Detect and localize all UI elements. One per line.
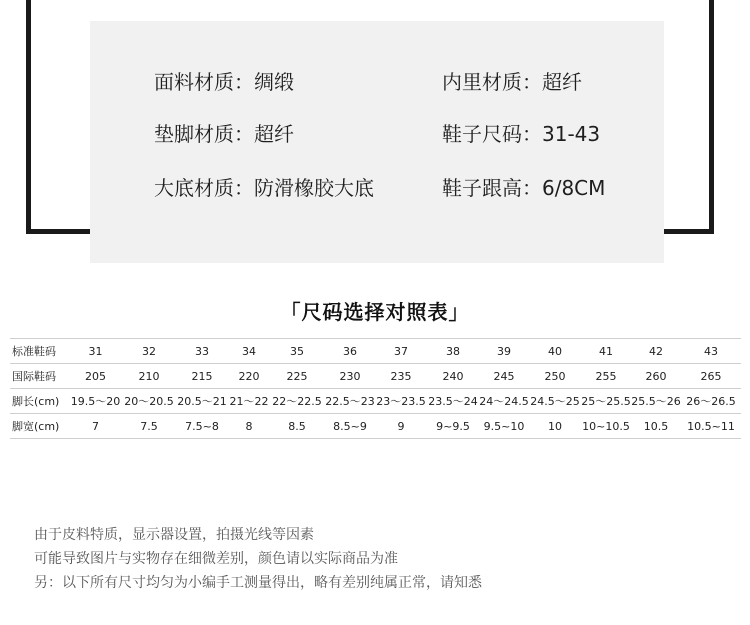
size-chart-row [10,414,741,439]
size-chart-cell: 24～24.5 [479,389,529,414]
size-chart-cell: 240 [427,364,479,389]
size-chart-cell: 205 [68,364,123,389]
size-chart-cell: 8.5~9 [325,414,375,439]
size-chart-table [10,338,741,439]
spec-heel-height: 鞋子跟高：6/8CM [442,176,606,200]
size-chart-cell: 34 [229,339,269,364]
size-chart-cell: 9.5~10 [479,414,529,439]
size-chart-cell: 7 [68,414,123,439]
size-chart-row-label: 标准鞋码 [10,339,68,364]
size-chart-cell: 8 [229,414,269,439]
size-chart-cell: 255 [581,364,631,389]
size-chart-cell: 21～22 [229,389,269,414]
spec-outsole: 大底材质：防滑橡胶大底 [154,176,374,200]
spec-insole: 垫脚材质：超纤 [154,122,294,146]
size-chart-cell: 37 [375,339,427,364]
size-chart-cell: 250 [529,364,581,389]
size-chart-title: 「尺码选择对照表」 [280,300,470,324]
size-chart-cell: 36 [325,339,375,364]
size-chart-cell: 39 [479,339,529,364]
size-chart-cell: 10.5 [631,414,681,439]
spec-size-range: 鞋子尺码：31-43 [442,122,601,146]
size-chart-cell: 10 [529,414,581,439]
size-chart-cell: 42 [631,339,681,364]
size-chart-cell: 210 [123,364,175,389]
size-chart-cell: 265 [681,364,741,389]
size-chart-cell: 260 [631,364,681,389]
size-chart-cell: 22～22.5 [269,389,325,414]
size-chart-row-label: 脚宽(cm) [10,414,68,439]
size-chart-cell: 35 [269,339,325,364]
size-chart-cell: 9~9.5 [427,414,479,439]
size-chart-row [10,364,741,389]
size-chart-row-label: 国际鞋码 [10,364,68,389]
size-chart-row [10,389,741,414]
size-chart-cell: 26～26.5 [681,389,741,414]
size-chart-cell: 215 [175,364,229,389]
size-chart-cell: 225 [269,364,325,389]
size-chart-cell: 25.5～26 [631,389,681,414]
spec-lining: 内里材质：超纤 [442,70,582,94]
size-chart-row-label: 脚长(cm) [10,389,68,414]
size-chart-cell: 9 [375,414,427,439]
disclaimer-line: 可能导致图片与实物存在细微差别，颜色请以实际商品为准 [34,551,398,567]
spec-fabric: 面料材质：绸缎 [154,70,294,94]
size-chart-cell: 23.5～24 [427,389,479,414]
size-chart-cell: 235 [375,364,427,389]
size-chart-cell: 7.5~8 [175,414,229,439]
disclaimer-line: 另：以下所有尺寸均匀为小编手工测量得出，略有差别纯属正常，请知悉 [34,575,482,591]
size-chart-cell: 230 [325,364,375,389]
size-chart-cell: 24.5～25 [529,389,581,414]
size-chart-cell: 8.5 [269,414,325,439]
size-chart-row [10,339,741,364]
disclaimer-line: 由于皮料特质，显示器设置，拍摄光线等因素 [34,527,314,543]
size-chart-cell: 19.5～20 [68,389,123,414]
size-chart-cell: 32 [123,339,175,364]
size-chart-cell: 220 [229,364,269,389]
disclaimer-notes [34,525,482,597]
size-chart-cell: 10.5~11 [681,414,741,439]
material-specs-panel [90,21,664,263]
size-chart-cell: 40 [529,339,581,364]
size-chart-cell: 245 [479,364,529,389]
size-chart-cell: 33 [175,339,229,364]
size-chart-cell: 25～25.5 [581,389,631,414]
size-chart-cell: 7.5 [123,414,175,439]
size-chart-cell: 43 [681,339,741,364]
size-chart-cell: 23～23.5 [375,389,427,414]
size-chart-cell: 20～20.5 [123,389,175,414]
size-chart-cell: 22.5～23 [325,389,375,414]
size-chart-cell: 38 [427,339,479,364]
size-chart-cell: 10~10.5 [581,414,631,439]
size-chart-cell: 20.5～21 [175,389,229,414]
size-chart-cell: 31 [68,339,123,364]
size-chart-cell: 41 [581,339,631,364]
